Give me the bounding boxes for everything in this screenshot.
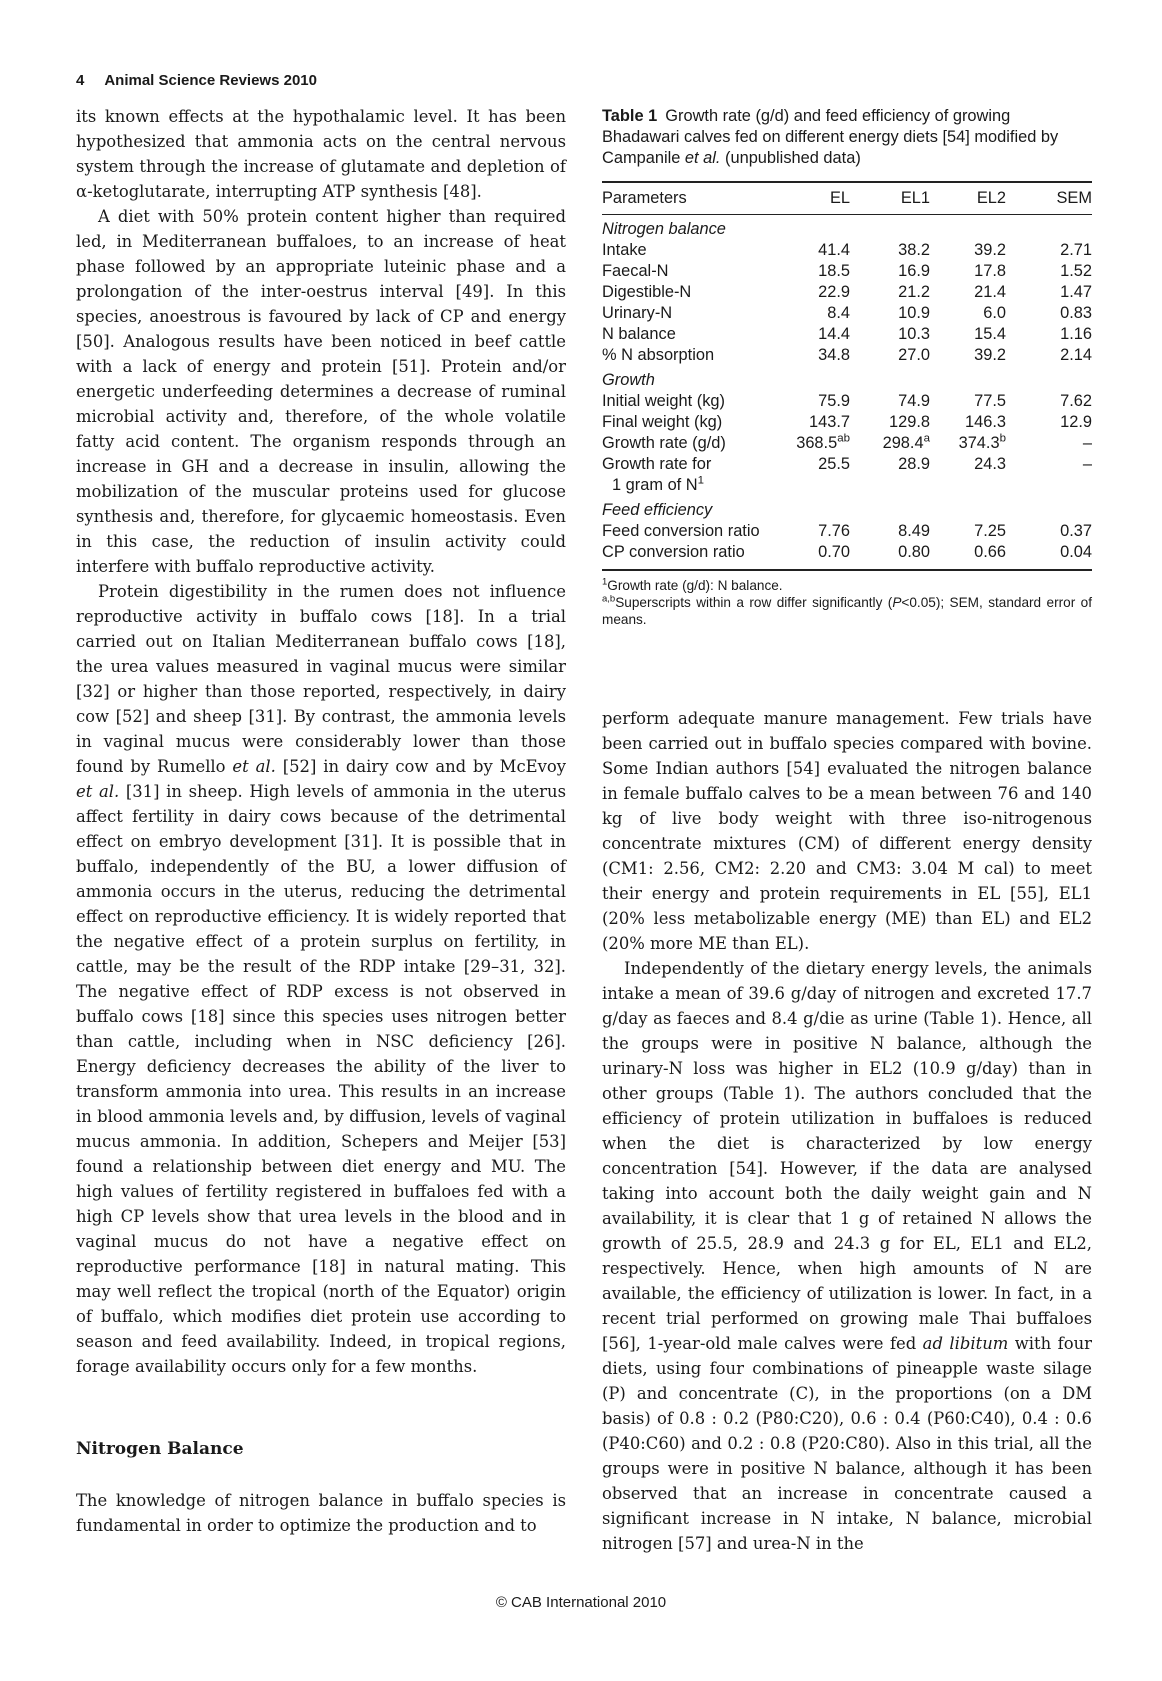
- left-column: [76, 104, 566, 1538]
- table-row: % N absorption 34.8 27.0 39.2 2.14: [602, 346, 1092, 364]
- copyright-footer: © CAB International 2010: [495, 1594, 667, 1611]
- right-column: [602, 706, 1092, 1556]
- column-header: EL: [772, 182, 850, 215]
- paragraph: its known effects at the hypothalamic level. It has been hypothesized that ammonia acts on the central nervous system through the increase of glutamate and depletion of α-ketoglutarate, interrupting ATP synthesis [48].: [76, 107, 566, 201]
- footnote: $^1$Growth rate (g/d): N balance.: [602, 576, 783, 593]
- table-row: Initial weight (kg) 75.9 74.9 77.5 7.62: [602, 392, 1092, 410]
- table-row: N balance 14.4 10.3 15.4 1.16: [602, 325, 1092, 343]
- table-header-row: [602, 182, 1092, 215]
- table-caption: Table 1 Growth rate (g/d) and feed efficiency of growing Bhadawari calves fed on different energy diets [54] modified by Campanile et al. (unpublished data): [602, 107, 1059, 167]
- table-row: Intake 41.4 38.2 39.2 2.71: [602, 241, 1092, 259]
- column-header: Parameters: [602, 182, 772, 215]
- section-heading: Nitrogen Balance: [76, 1439, 244, 1459]
- paragraph: Independently of the dietary energy levels, the animals intake a mean of 39.6 g/day of nitrogen and excreted 17.7 g/day as faeces and 8.4 g/die as urine (Table 1). Hence, all the groups were in positive N balance, although the urinary-N loss was higher in EL2 (10.9 g/day) than in other groups (Table 1). The authors concluded that the efficiency of protein utilization in buffaloes is reduced when the diet is characterized by low energy concentration [54]. However, if the data are analysed taking into account both the daily weight gain and N availability, it is clear that 1 g of retained N allows the growth of 25.5, 28.9 and 24.3 g for EL, EL1 and EL2, respectively. Hence, when high amounts of N are available, the efficiency of utilization is lower. In fact, in a recent trial performed on growing male Thai buffaloes [56], 1-year-old male calves were fed ad libitum with four diets, using four combinations of pineapple waste silage (P) and concentrate (C), in the proportions (on a DM basis) of 0.8 : 0.2 (P80:C20), 0.6 : 0.4 (P60:C40), 0.4 : 0.6 (P40:C60) and 0.2 : 0.8 (P20:C80). Also in this trial, all the groups were in positive N balance, although it has been observed that an increase in concentrate caused a significant increase in N intake, N balance, microbial nitrogen [57] and urea-N in the: [602, 959, 1092, 1553]
- table-row: Growth rate for 1 gram of $N^1$ 25.5 28.9 24.3 –: [602, 455, 1092, 494]
- column-header: SEM: [1006, 182, 1092, 215]
- paragraph: The knowledge of nitrogen balance in buffalo species is fundamental in order to optimize the production and to: [76, 1491, 566, 1535]
- paragraph: perform adequate manure management. Few trials have been carried out in buffalo species compared with bovine. Some Indian authors [54] evaluated the nitrogen balance in female buffalo calves to be a mean between 76 and 140 kg of live body weight with three iso-nitrogenous concentrate mixtures (CM) of different energy density (CM1: 2.56, CM2: 2.20 and CM3: 3.04 M cal) to meet their energy and protein requirements in EL [55], EL1 (20% less metabolizable energy (ME) than EL) and EL2 (20% more ME than EL).: [602, 709, 1092, 953]
- footnote: $^{a,b}$Superscripts within a row differ significantly (P<0.05); SEM, standard error of means.: [602, 593, 1093, 627]
- page-number: 4: [76, 72, 85, 89]
- table-group-row: Growth: [602, 371, 655, 389]
- paragraph: A diet with 50% protein content higher than required led, in Mediterranean buffaloes, to an increase of heat phase followed by an appropriate luteinic phase and a prolongation of the inter-oestrus interval [49]. In this species, anoestrous is favoured by lack of CP and energy [50]. Analogous results have been noticed in beef cattle with a lack of energy and protein [51]. Protein and/or energetic underfeeding determines a decrease of ruminal microbial activity and, therefore, of the whole volatile fatty acid content. The organism responds through an increase in GH and a decrease in insulin, allowing the mobilization of the muscular proteins used for glucose synthesis and, therefore, for glycaemic homeostasis. Even in this case, the reduction of insulin activity could interfere with buffalo reproductive activity.: [76, 207, 566, 576]
- table-row: Faecal-N 18.5 16.9 17.8 1.52: [602, 262, 1092, 280]
- table-row: CP conversion ratio 0.70 0.80 0.66 0.04: [602, 542, 1092, 570]
- table-row: Growth rate (g/d) 368.5$^{ab}$ 298.4$^a$ 374.3$^b$ –: [602, 432, 1092, 452]
- running-header: [76, 72, 317, 89]
- data-table: [602, 181, 1092, 571]
- table-row: Final weight (kg) 143.7 129.8 146.3 12.9: [602, 413, 1092, 431]
- column-header: EL2: [930, 182, 1006, 215]
- table-row: Feed conversion ratio 7.76 8.49 7.25 0.37: [602, 522, 1092, 540]
- table-footnotes: [602, 577, 1092, 628]
- column-header: EL1: [850, 182, 930, 215]
- paragraph: Protein digestibility in the rumen does not influence reproductive activity in buffalo cows [18]. In a trial carried out on Italian Mediterranean buffalo cows [18], the urea values measured in vaginal mucus were similar [32] or higher than those reported, respectively, in dairy cow [52] and sheep [31]. By contrast, the ammonia levels in vaginal mucus were considerably lower than those found by Rumello et al. [52] in dairy cow and by McEvoy et al. [31] in sheep. High levels of ammonia in the uterus affect fertility in dairy cows because of the detrimental effect on embryo development [31]. It is possible that in buffalo, independently of the BU, a lower diffusion of ammonia occurs in the uterus, reducing the detrimental effect on reproductive efficiency. It is widely reported that the negative effect of a protein surplus on fertility, in cattle, may be the result of the RDP intake [29–31, 32]. The negative effect of RDP excess is not observed in buffalo cows [18] since this species uses nitrogen better than cattle, including when in NSC deficiency [26]. Energy deficiency decreases the ability of the liver to transform ammonia into urea. This results in an increase in blood ammonia levels and, by diffusion, levels of vaginal mucus ammonia. In addition, Schepers and Meijer [53] found a relationship between diet energy and MU. The high values of fertility registered in buffaloes fed with a high CP levels show that urea levels in the blood and in vaginal mucus do not have a negative effect on reproductive performance [18] in natural mating. This may well reflect the tropical (north of the Equator) origin of buffalo, which modifies diet protein use according to season and feed availability. Indeed, in tropical regions, forage availability occurs only for a few months.: [76, 582, 566, 1376]
- table-group-row: Feed efficiency: [602, 501, 713, 519]
- table-group-row: Nitrogen balance: [602, 220, 726, 238]
- table-row: Digestible-N 22.9 21.2 21.4 1.47: [602, 283, 1092, 301]
- table-row: Urinary-N 8.4 10.9 6.0 0.83: [602, 304, 1092, 322]
- journal-title: Animal Science Reviews 2010: [104, 72, 317, 89]
- table-1: [602, 106, 1092, 628]
